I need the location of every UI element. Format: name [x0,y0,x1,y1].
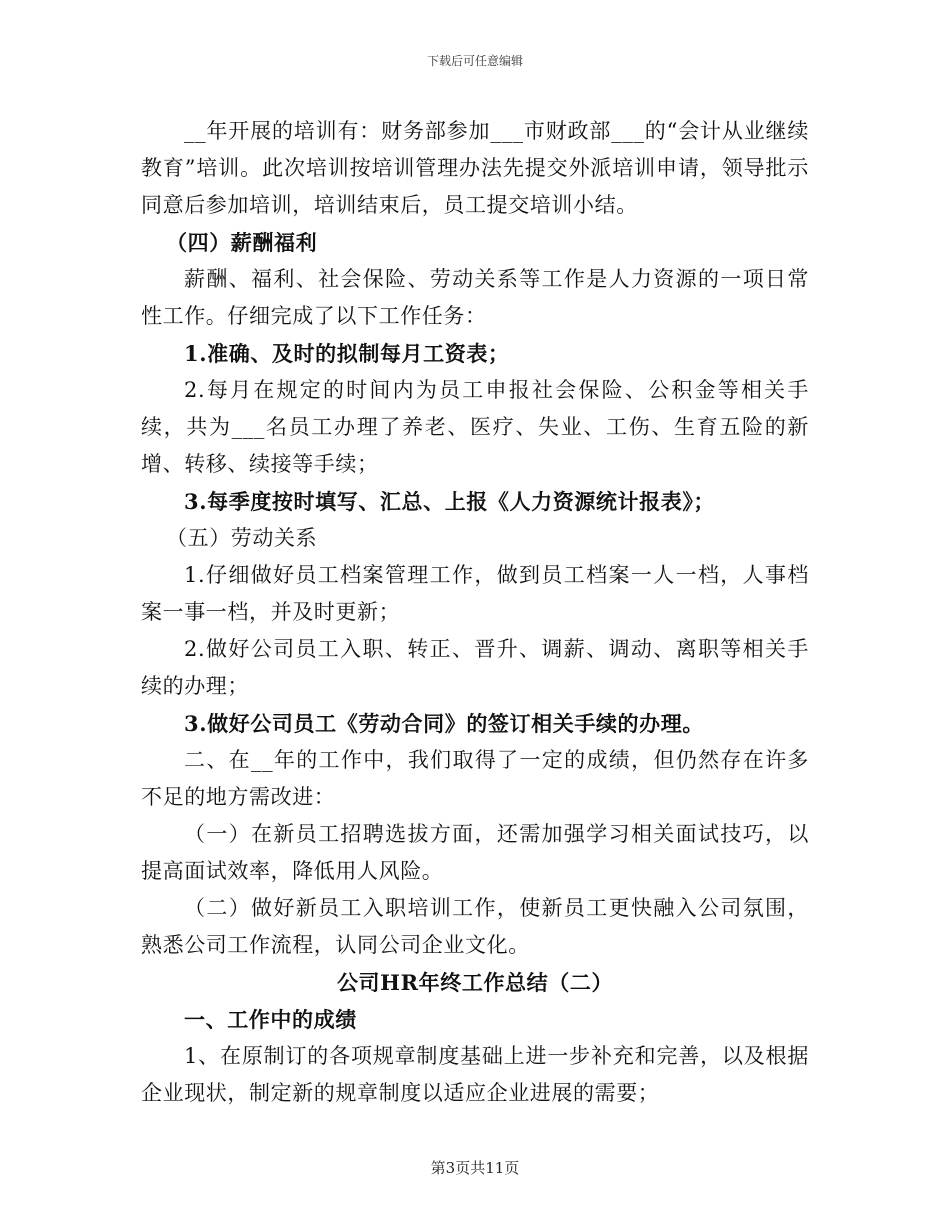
section-heading-compensation: （四）薪酬福利 [166,230,318,255]
paragraph-recruitment: （一）在新员工招聘选拔方面，还需加强学习相关面试技巧，以提高面试效率，降低用人风险。 [141,822,809,883]
list-item-statistics-report: 3.每季度按时填写、汇总、上报《人力资源统计报表》； [184,489,716,514]
page-number: 第3页共11页 [430,1159,520,1177]
section-heading-achievements: 一、工作中的成绩 [184,1007,357,1032]
document-title: 公司HR年终工作总结（二） [336,970,614,995]
list-item-social-insurance: 2.每月在规定的时间内为员工申报社会保险、公积金等相关手续，共为___名员工办理了养老、医疗、失业、工伤、生育五险的新增、转移、续接等手续； [141,378,809,476]
paragraph-training: __年开展的培训有：财务部参加___市财政部___的“会计从业继续教育”培训。此次培训按培训管理办法先提交外派培训申请，领导批示同意后参加培训，培训结束后，员工提交培训小结。 [141,119,809,217]
list-item-archives: 1.仔细做好员工档案管理工作，做到员工档案一人一档，人事档案一事一档，并及时更新； [141,563,809,624]
paragraph-compensation-intro: 薪酬、福利、社会保险、劳动关系等工作是人力资源的一项日常性工作。仔细完成了以下工作任务： [141,267,809,328]
list-item-contracts: 3.做好公司员工《劳动合同》的签订相关手续的办理。 [184,711,704,736]
document-body [141,113,809,1112]
page-header: 下载后可任意编辑 [426,54,523,68]
paragraph-improvements: 二、在__年的工作中，我们取得了一定的成绩，但仍然存在许多不足的地方需改进： [141,748,809,809]
list-item-procedures: 2.做好公司员工入职、转正、晋升、调薪、调动、离职等相关手续的办理； [141,637,809,698]
list-item-payroll: 1.准确、及时的拟制每月工资表； [184,341,510,366]
section-heading-labor-relations: （五）劳动关系 [166,526,318,550]
paragraph-onboarding: （二）做好新员工入职培训工作，使新员工更快融入公司氛围，熟悉公司工作流程，认同公司企业文化。 [141,896,809,957]
paragraph-regulations: 1、在原制订的各项规章制度基础上进一步补充和完善，以及根据企业现状，制定新的规章制度以适应企业进展的需要； [141,1044,809,1105]
